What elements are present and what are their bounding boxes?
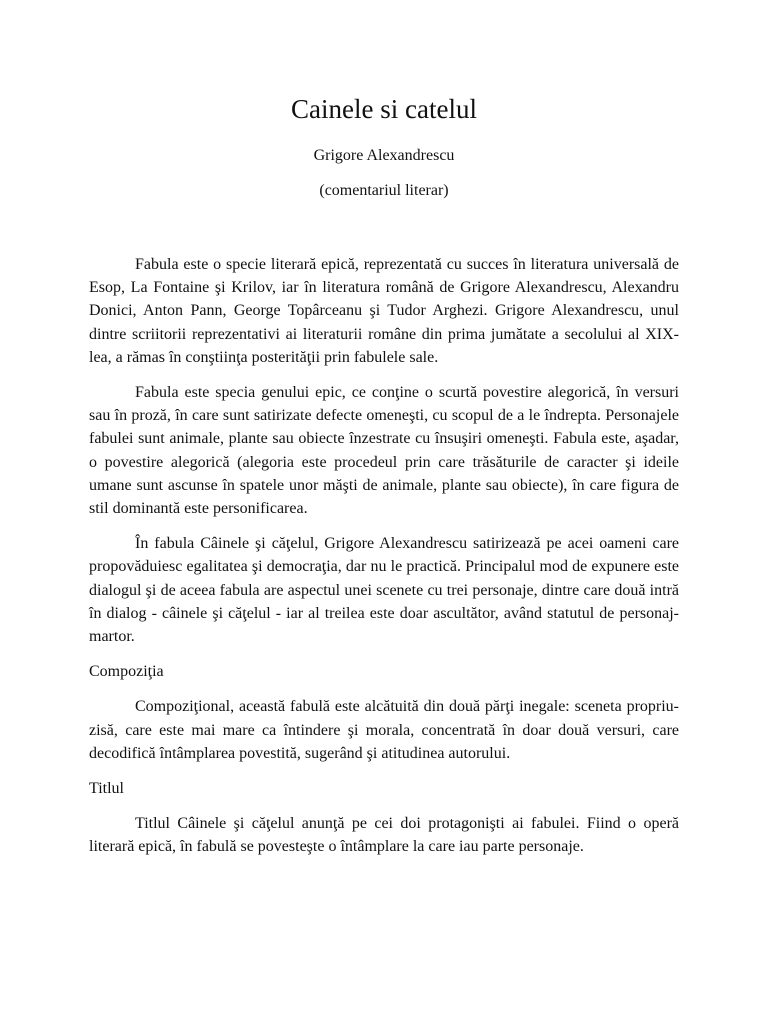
composition-paragraph: Compoziţional, această fabulă este alcătuită din două părţi inegale: sceneta propriu-zisă, care este mai mare ca întindere şi morala, concentrată în doar două versuri, care decodifică întâmplarea povestită, sugerând şi atitudinea autorului. [89,698,679,762]
intro-paragraph-2: Fabula este specia genului epic, ce conţine o scurtă povestire alegorică, în versuri sau în proză, în care sunt satirizate defecte omeneşti, cu scopul de a le îndrepta. Personajele fabulei sunt animale, plante sau obiecte înzestrate cu însuşiri omeneşti. Fabula este, aşadar, o povestire alegorică (alegoria este procedeul prin care trăsăturile de caracter şi ideile umane sunt ascunse în spatele unor măşti de animale, plante sau obiecte), în care figura de stil dominantă este personificarea. [89,384,679,518]
intro-paragraph-1: Fabula este o specie literară epică, reprezentată cu succes în literatura universală de Esop, La Fontaine şi Krilov, iar în literatura română de Grigore Alexandrescu, Alexandru Donici, Anton Pann, George Topârceanu şi Tudor Arghezi. Grigore Alexandrescu, unul dintre scriitorii reprezentativi ai literaturii române din prima jumătate a secolului al XIX-lea, a rămas în conştiinţa posterităţii prin fabulele sale. [89,256,679,366]
document-body [89,253,679,871]
title-paragraph: Titlul Câinele şi căţelul anunţă pe cei doi protagonişti ai fabulei. Fiind o operă literară epică, în fabulă se povesteşte o întâmplare la care iau parte personaje. [89,815,679,856]
section-heading-title: Titlul [89,780,124,798]
intro-paragraph-3: În fabula Câinele şi căţelul, Grigore Alexandrescu satirizează pe acei oameni care propovăduiesc egalitatea şi democraţia, dar nu le practică. Principalul mod de expunere este dialogul şi de aceea fabula are aspectul unei scenete cu trei personaje, dintre care două intră în dialog - câinele şi căţelul - iar al treilea este doar ascultător, având statutul de personaj-martor. [89,535,679,646]
document-title: Cainele si catelul [291,94,477,124]
section-heading-composition: Compoziţia [89,663,164,681]
document-author: Grigore Alexandrescu [313,147,455,164]
document-subtitle: (comentariul literar) [319,182,449,199]
